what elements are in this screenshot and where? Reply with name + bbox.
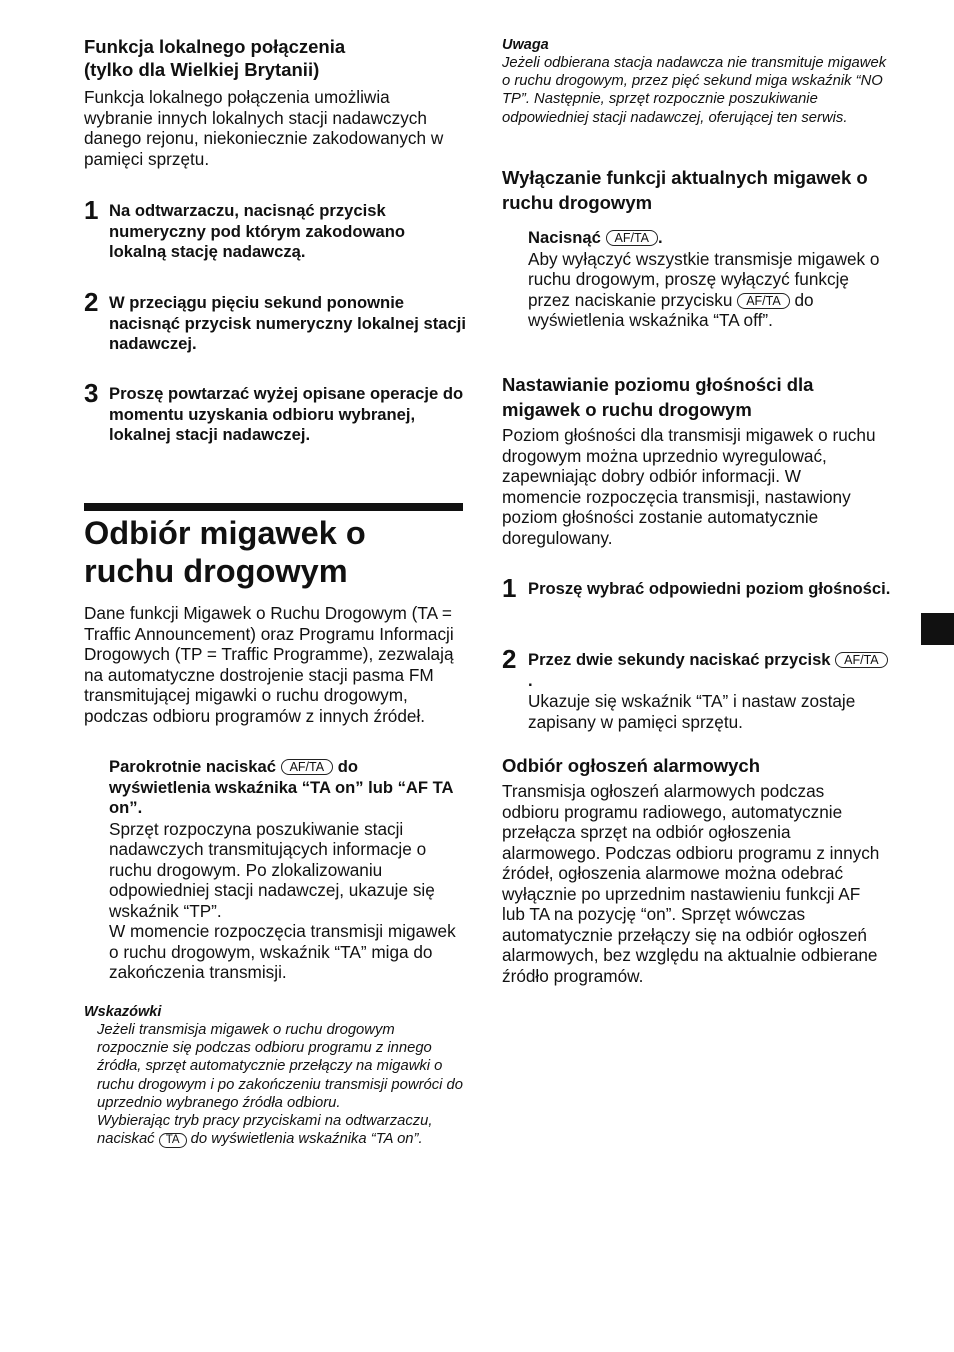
af-ta-button-label: AF/TA (606, 230, 659, 246)
tips-section (84, 1003, 464, 1148)
note-section (502, 36, 892, 127)
ta-instruction-body-2: W momencie rozpoczęcia transmisji migawek o ruchu drogowym, wskaźnik “TA” miga do zakończenia transmisji. (109, 921, 456, 982)
ta-instruction (109, 757, 464, 983)
note-title: Uwaga (502, 37, 549, 53)
ta-off-instruction (528, 228, 892, 331)
local-function-section (84, 35, 464, 169)
step-text: Na odtwarzaczu, nacisnąć przycisk numeryczny pod którym zakodowano lokalną stację nadawczą. (109, 201, 405, 261)
ta-instruction-post: do wyświetlenia wskaźnika “TA on” lub “AF TA on”. (109, 757, 453, 817)
volume-step-2 (502, 644, 892, 732)
step-number: 2 (502, 644, 517, 674)
ta-off-body (528, 249, 892, 331)
local-function-heading: Funkcja lokalnego połączenia (tylko dla Wielkiej Brytanii) (84, 36, 346, 80)
local-function-body: Funkcja lokalnego połączenia umożliwia wybranie innych lokalnych stacji nadawczych danego rejonu, niekoniecznie zakodowanych w pamięci sprzętu. (84, 87, 444, 169)
local-step-3 (84, 378, 466, 446)
tips-line-1: Jeżeli transmisja migawek o ruchu drogowym rozpocznie się podczas odbioru programu z innego źródła, sprzęt automatycznie przełączy na migawki o ruchu drogowym i po zakończeniu transmisji powróci do uprzednio wybranego źródła odbioru. (97, 1022, 463, 1111)
tips-title: Wskazówki (84, 1004, 162, 1020)
ta-button-label: TA (159, 1133, 187, 1148)
note-text: Jeżeli odbierana stacja nadawcza nie transmituje migawek o ruchu drogowym, przez pięć sekund miga wskaźnik “NO TP”. Następnie, sprzęt rozpocznie poszukiwanie odpowiedniej stacji nadawczej, oferującej ten serwis. (502, 55, 887, 126)
af-ta-button-label: AF/TA (281, 759, 334, 775)
step-text: Przez dwie sekundy naciskać przycisk AF/TA. (528, 650, 892, 691)
af-ta-button-label: AF/TA (835, 652, 888, 668)
ta-instruction-heading (109, 757, 464, 819)
volume-step-2-body: Ukazuje się wskaźnik “TA” i nastaw zostaje zapisany w pamięci sprzętu. (528, 691, 856, 732)
ta-off-body-post: do wyświetlenia wskaźnika “TA off”. (528, 289, 814, 330)
section-divider-bar (84, 503, 463, 511)
tips-line-2-pre: Wybierając tryb pracy przyciskami na odtwarzaczu, naciskać (97, 1113, 433, 1148)
alarm-heading: Odbiór ogłoszeń alarmowych (502, 755, 761, 776)
step-text: W przeciągu pięciu sekund ponownie nacisnąć przycisk numeryczny lokalnej stacji nadawczej. (109, 293, 466, 353)
section-title: Odbiór migawek o ruchu drogowym (84, 515, 366, 589)
ta-off-press: Nacisnąć AF/TA . (528, 228, 663, 247)
ta-off-heading: Wyłączanie funkcji aktualnych migawek o ruchu drogowym (502, 167, 868, 213)
volume-step-2-pre: Przez dwie sekundy naciskać przycisk (528, 650, 831, 669)
section-intro: Dane funkcji Migawek o Ruchu Drogowym (TA = Traffic Announcement) oraz Programu Informacji Drogowych (TP = Traffic Programme), zezwalają na automatyczne dostrojenie stacji pasma FM transmitującej migawki o ruchu drogowym, podczas odbioru programów z innych źródeł. (84, 603, 454, 726)
alarm-body: Transmisja ogłoszeń alarmowych podczas odbioru programu radiowego, automatycznie przełącza sprzęt na odbiór ogłoszenia alarmowego. Podczas odbioru programu z innych źródeł, ogłoszenia alarmowe można odebrać wyłącznie po uprzednim nastawieniu funkcji AF lub TA na pozycję “on”. Sprzęt wówczas automatycznie przełączy się na odbiór ogłoszeń alarmowych, bez względu na aktualnie odbierane źródło programów. (502, 781, 880, 986)
page-tab-marker (921, 613, 954, 645)
tips-line-2 (97, 1112, 464, 1148)
local-step-2 (84, 287, 466, 355)
tips-body (97, 1021, 464, 1148)
step-number: 1 (502, 573, 517, 603)
volume-step-1 (502, 573, 892, 603)
af-ta-button-label: AF/TA (737, 293, 790, 309)
step-number: 3 (84, 378, 99, 408)
step-number: 2 (84, 287, 99, 317)
step-number: 1 (84, 195, 99, 225)
volume-body: Poziom głośności dla transmisji migawek o ruchu drogowym można uprzednio wyregulować, zapewniając dobry odbiór informacji. W momencie rozpoczęcia transmisji, nastawiony poziom głośności zostanie automatycznie doregulowany. (502, 425, 876, 548)
ta-instruction-pre: Parokrotnie naciskać (109, 757, 276, 776)
ta-off-press-text: Nacisnąć (528, 228, 601, 247)
local-step-1 (84, 195, 466, 263)
step-text: Proszę wybrać odpowiedni poziom głośności. (528, 579, 891, 598)
ta-off-body-pre: Aby wyłączyć wszystkie transmisje migawek o ruchu drogowym, proszę wyłączyć funkcję przez naciskanie przycisku (528, 248, 880, 310)
tips-line-2-post: do wyświetlenia wskaźnika “TA on”. (190, 1131, 423, 1148)
step-text: Proszę powtarzać wyżej opisane operacje do momentu uzyskania odbioru wybranej, lokalnej stacji nadawczej. (109, 384, 464, 444)
ta-instruction-body-1: Sprzęt rozpoczyna poszukiwanie stacji nadawczych transmitujących informacje o ruchu drogowym. Po zlokalizowaniu odpowiedniej stacji nadawczej, ukazuje się wskaźnik “TP”. (109, 818, 435, 921)
volume-heading: Nastawianie poziomu głośności dla migawek o ruchu drogowym (502, 374, 814, 420)
